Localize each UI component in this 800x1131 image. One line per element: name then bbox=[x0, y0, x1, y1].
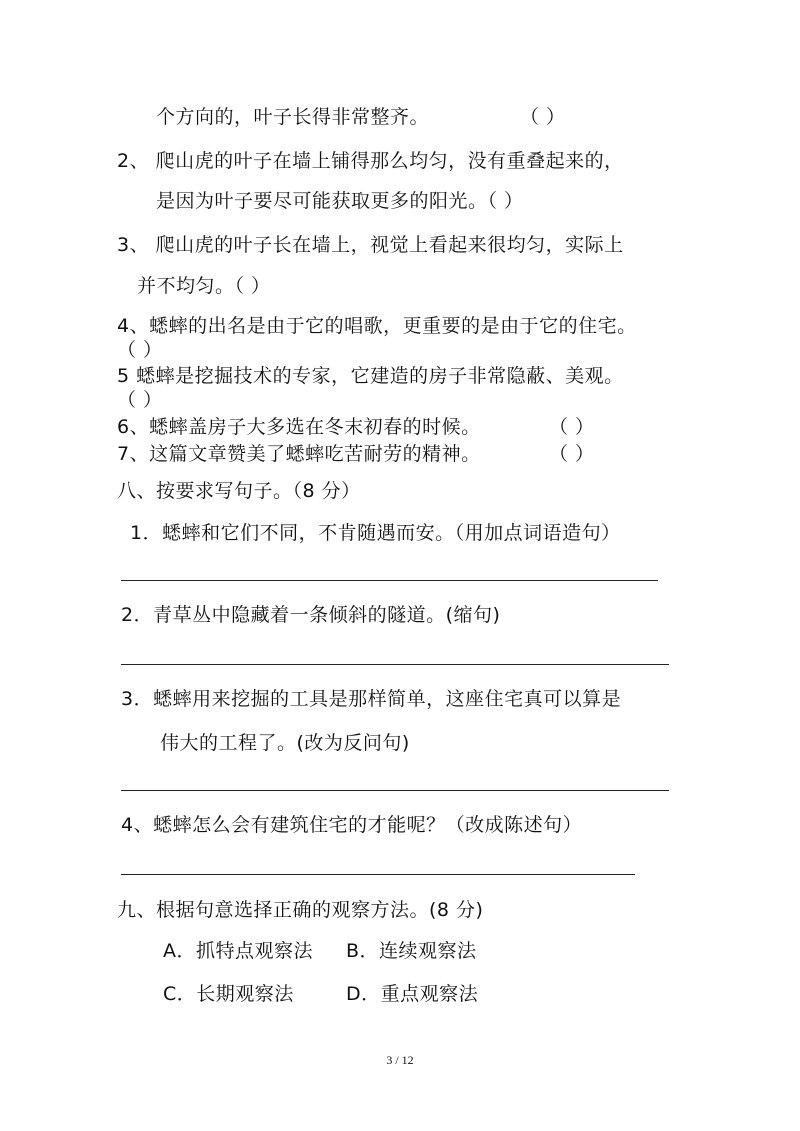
option-a: A．抓特点观察法 bbox=[163, 940, 313, 962]
section8-q3-line2: 伟大的工程了。(改为反问句) bbox=[160, 732, 410, 754]
section8-q2: 2．青草丛中隐藏着一条倾斜的隧道。(缩句) bbox=[121, 604, 501, 626]
answer-line-1[interactable] bbox=[121, 580, 658, 581]
section8-q4: 4、蟋蟀怎么会有建筑住宅的才能呢？（改成陈述句） bbox=[121, 814, 583, 836]
answer-line-3[interactable] bbox=[121, 790, 669, 791]
item3-line1: 3、 爬山虎的叶子长在墙上，视觉上看起来很均匀，实际上 bbox=[117, 234, 624, 256]
item2-line2: 是因为叶子要尽可能获取更多的阳光。（ ） bbox=[156, 190, 524, 212]
item5-line1: 5 蟋蟀是挖掘技术的专家，它建造的房子非常隐蔽、美观。 bbox=[117, 365, 624, 387]
option-d: D．重点观察法 bbox=[346, 983, 479, 1005]
page-number: 3 / 12 bbox=[386, 1053, 414, 1067]
item3-line2: 并不均匀。（ ） bbox=[137, 275, 271, 297]
answer-line-2[interactable] bbox=[121, 664, 669, 665]
section9-title: 九、根据句意选择正确的观察方法。(8 分) bbox=[117, 899, 484, 921]
section8-q1: 1．蟋蟀和它们不同，不肯随遇而安。（用加点词语造句） bbox=[130, 522, 621, 544]
item1-answer-paren: （ ） bbox=[520, 106, 566, 128]
section8-title: 八、按要求写句子。（8 分） bbox=[117, 480, 361, 502]
item7-text: 7、这篇文章赞美了蟋蟀吃苦耐劳的精神。 bbox=[117, 443, 481, 465]
item1-text: 个方向的，叶子长得非常整齐。 bbox=[156, 106, 430, 128]
item4-line1: 4、蟋蟀的出名是由于它的唱歌，更重要的是由于它的住宅。 bbox=[117, 315, 637, 337]
answer-line-4[interactable] bbox=[121, 874, 635, 875]
option-c: C．长期观察法 bbox=[163, 983, 294, 1005]
item7-answer-paren: （ ） bbox=[549, 443, 595, 465]
item6-answer-paren: （ ） bbox=[549, 416, 595, 438]
item5-answer-paren: （ ） bbox=[117, 389, 163, 411]
option-b: B．连续观察法 bbox=[346, 940, 477, 962]
section8-q3-line1: 3．蟋蟀用来挖掘的工具是那样简单，这座住宅真可以算是 bbox=[121, 688, 622, 710]
item1-tail bbox=[156, 104, 429, 130]
item2-line1: 2、 爬山虎的叶子在墙上铺得那么均匀，没有重叠起来的， bbox=[117, 150, 624, 172]
item6-text: 6、蟋蟀盖房子大多选在冬末初春的时候。 bbox=[117, 416, 481, 438]
item4-answer-paren: （ ） bbox=[117, 339, 163, 361]
